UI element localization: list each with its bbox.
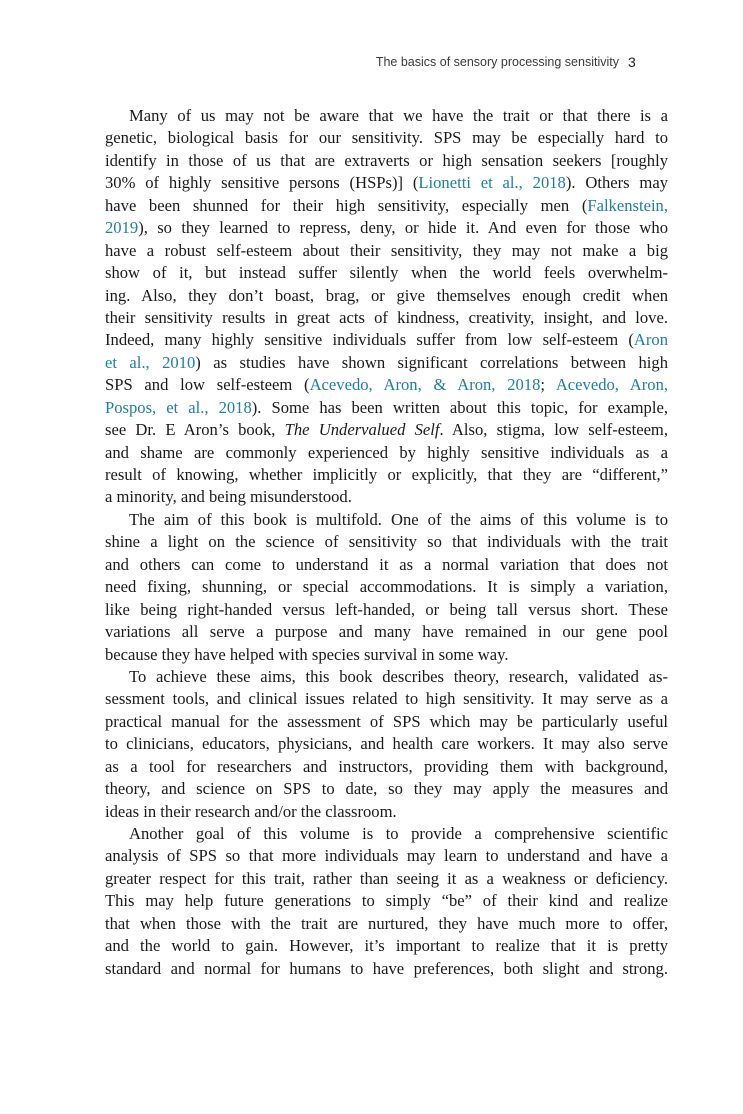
text-line — [105, 195, 668, 217]
text-segment: practical manual for the assessment of SPS which may be particularly useful — [105, 711, 668, 731]
text-line — [105, 262, 668, 284]
citation-link[interactable]: Lionetti et al., 2018 — [418, 173, 566, 193]
text-segment: ), so they learned to repress, deny, or hide it. And even for those who — [138, 218, 668, 238]
text-segment: . Also, stigma, low self-esteem, — [439, 420, 668, 440]
text-line — [105, 374, 668, 396]
text-segment: To achieve these aims, this book describes theory, research, validated as- — [129, 666, 668, 686]
text-line — [105, 150, 668, 172]
page-number: 3 — [628, 54, 636, 70]
text-segment: theory, and science on SPS to date, so they may apply the measures and — [105, 779, 668, 799]
text-line — [105, 711, 668, 733]
text-line — [105, 666, 668, 688]
text-segment: show of it, but instead suffer silently when the world feels overwhelm- — [105, 263, 668, 283]
text-segment: as a tool for researchers and instructors, providing them with background, — [105, 756, 668, 776]
body-text — [105, 105, 668, 980]
text-line — [105, 307, 668, 329]
running-title: The basics of sensory processing sensitivity — [375, 55, 619, 69]
text-segment: and shame are commonly experienced by highly sensitive individuals as a — [105, 442, 668, 462]
citation-link[interactable]: Aron — [633, 330, 668, 350]
text-line — [105, 352, 668, 374]
text-segment: sessment tools, and clinical issues related to high sensitivity. It may serve as a — [105, 689, 668, 709]
text-segment: ) as studies have shown significant correlations between high — [195, 352, 668, 372]
text-line — [105, 733, 668, 755]
text-line — [105, 172, 668, 194]
text-segment: to clinicians, educators, physicians, and health care workers. It may also serve — [105, 734, 668, 754]
text-segment: need fixing, shunning, or special accommodations. It is simply a variation, — [105, 577, 668, 597]
running-header — [0, 55, 743, 75]
text-segment: ). Some has been written about this topic, for example, — [251, 397, 668, 417]
text-segment: This may help future generations to simply “be” of their kind and realize — [105, 891, 668, 911]
text-segment: ing. Also, they don’t boast, brag, or give themselves enough credit when — [105, 285, 668, 305]
text-line — [105, 240, 668, 262]
text-line — [105, 801, 668, 823]
text-line — [105, 599, 668, 621]
text-line — [105, 105, 668, 127]
text-segment: Another goal of this volume is to provide a comprehensive scientific — [129, 824, 668, 843]
text-line — [105, 868, 668, 890]
citation-link[interactable]: et al., 2010 — [105, 352, 196, 372]
text-segment: ). Others may — [565, 173, 668, 193]
text-segment: The aim of this book is multifold. One of the aims of this volume is to — [129, 509, 668, 529]
text-line — [105, 935, 668, 957]
citation-link[interactable]: Acevedo, Aron, — [555, 375, 669, 395]
text-line — [105, 576, 668, 598]
text-line — [105, 644, 668, 666]
book-title-italic: The Undervalued Self — [284, 420, 440, 440]
text-segment: genetic, biological basis for our sensitivity. SPS may be especially hard to — [105, 128, 668, 148]
text-segment: have been shunned for their high sensitivity, especially men ( — [105, 195, 588, 215]
text-segment: result of knowing, whether implicitly or explicitly, that they are “different,” — [105, 465, 668, 484]
citation-link[interactable]: Falkenstein, — [587, 195, 668, 215]
text-segment: analysis of SPS so that more individuals may learn to understand and have a — [105, 846, 668, 866]
text-segment: their sensitivity results in great acts of kindness, creativity, insight, and love. — [105, 307, 668, 327]
text-line — [105, 531, 668, 553]
text-segment: Indeed, many highly sensitive individuals suffer from low self-esteem ( — [105, 330, 634, 350]
text-segment: see Dr. E Aron’s book, — [105, 420, 285, 440]
text-line — [105, 845, 668, 867]
text-segment: have a robust self-esteem about their sensitivity, they may not make a big — [105, 240, 668, 260]
text-segment: standard and normal for humans to have preferences, both slight and strong. — [105, 958, 668, 978]
text-segment: 30% of highly sensitive persons (HSPs)] ( — [105, 173, 419, 193]
text-line — [105, 958, 668, 980]
text-line — [105, 509, 668, 531]
text-line — [105, 913, 668, 935]
text-line — [105, 127, 668, 149]
text-segment: greater respect for this trait, rather than seeing it as a weakness or deficiency. — [105, 868, 668, 888]
citation-link[interactable]: Acevedo, Aron, & Aron, 2018 — [309, 375, 541, 395]
text-line — [105, 285, 668, 307]
text-line — [105, 419, 668, 441]
text-segment: variations all serve a purpose and many have remained in our gene pool — [105, 622, 668, 642]
text-segment: ; — [540, 375, 556, 395]
text-segment: like being right-handed versus left-handed, or being tall versus short. These — [105, 599, 668, 619]
text-line — [105, 486, 668, 508]
text-segment: identify in those of us that are extraverts or high sensation seekers [roughly — [105, 150, 668, 170]
text-line — [105, 823, 668, 845]
text-line — [105, 217, 668, 239]
citation-link[interactable]: 2019 — [105, 218, 139, 238]
citation-link[interactable]: Pospos, et al., 2018 — [105, 397, 252, 417]
text-segment: SPS and low self-esteem ( — [105, 375, 310, 395]
text-segment: shine a light on the science of sensitivity so that individuals with the trait — [105, 532, 668, 552]
text-line — [105, 464, 668, 486]
text-line — [105, 688, 668, 710]
text-line — [105, 554, 668, 576]
text-line — [105, 890, 668, 912]
text-segment: and others can come to understand it as a normal variation that does not — [105, 554, 668, 574]
text-segment: a minority, and being misunderstood. — [105, 487, 352, 507]
text-segment: Many of us may not be aware that we have the trait or that there is a — [129, 106, 668, 125]
text-line — [105, 756, 668, 778]
text-segment: that when those with the trait are nurtured, they have much more to offer, — [105, 913, 668, 933]
text-line — [105, 397, 668, 419]
text-line — [105, 442, 668, 464]
text-line — [105, 621, 668, 643]
text-line — [105, 329, 668, 351]
text-segment: because they have helped with species survival in some way. — [105, 644, 509, 664]
text-segment: and the world to gain. However, it’s important to realize that it is pretty — [105, 936, 668, 956]
text-segment: ideas in their research and/or the classroom. — [105, 801, 397, 821]
text-line — [105, 778, 668, 800]
